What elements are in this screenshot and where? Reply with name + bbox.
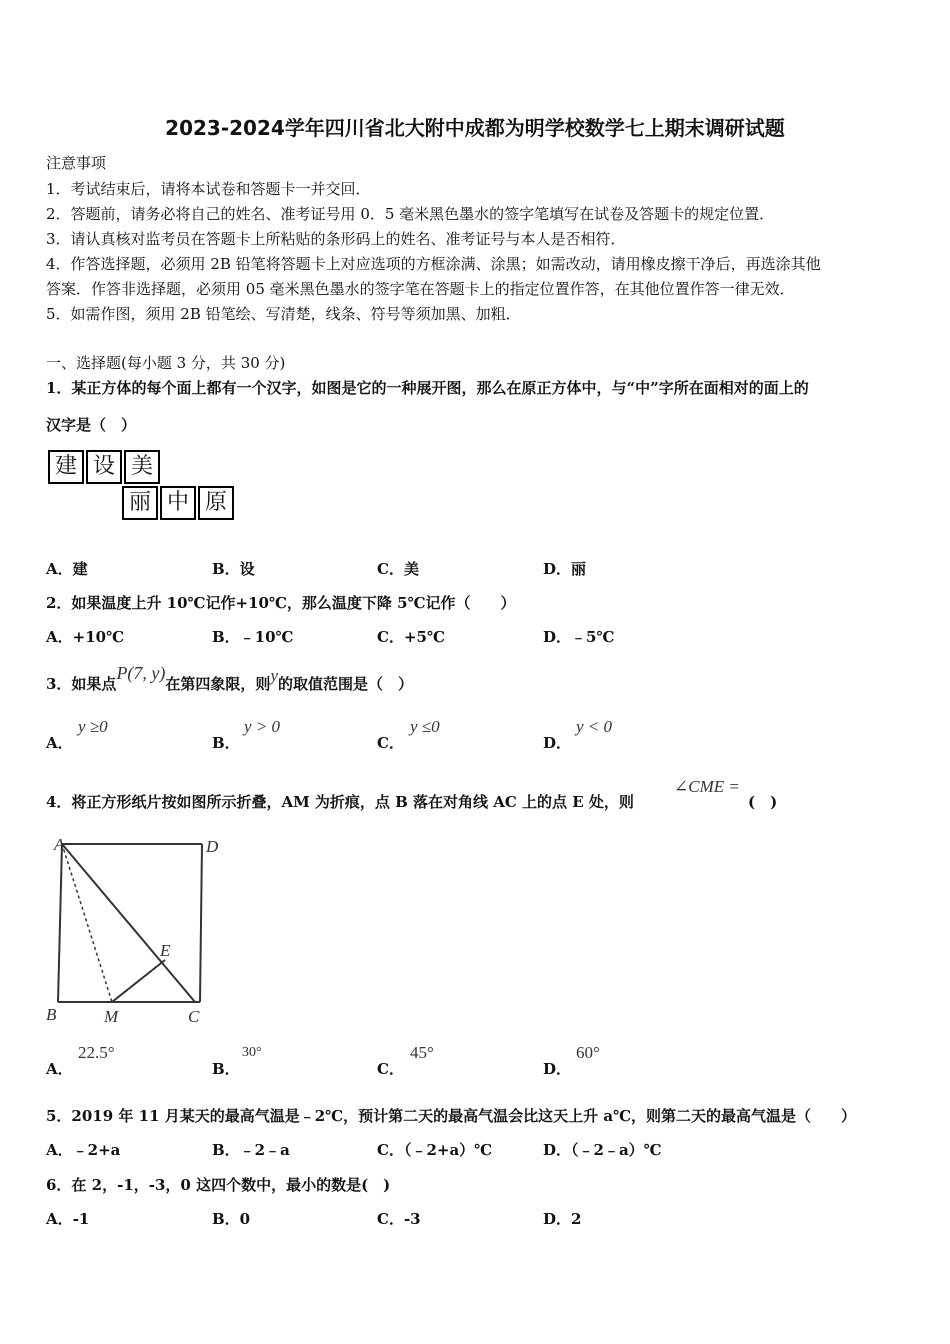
- question-6-text: 6．在 2，-1，-3，0 这四个数中，最小的数是( ): [46, 1176, 391, 1194]
- section-heading: 一、选择题(每小题 3 分，共 30 分): [46, 354, 286, 372]
- option-a[interactable]: A．+10℃: [46, 628, 125, 646]
- fold-line-am: [62, 844, 112, 1002]
- option-d[interactable]: D．﹣5℃: [543, 628, 615, 646]
- option-c[interactable]: C．美: [377, 560, 419, 578]
- notice-item: 3．请认真核对监考员在答题卡上所粘贴的条形码上的姓名、准考证号与本人是否相符．: [46, 230, 626, 248]
- option-d-letter[interactable]: D．: [543, 734, 572, 752]
- notice-item: 5．如需作图，须用 2B 铅笔绘、写清楚，线条、符号等须加黑、加粗．: [46, 305, 521, 323]
- notice-item: 4．作答选择题，必须用 2B 铅笔将答题卡上对应选项的方框涂满、涂黑；如需改动，请用橡皮擦干净后，再选涂其他: [46, 255, 821, 273]
- net-cell: 美: [124, 450, 160, 484]
- option-a-letter[interactable]: A．: [46, 1060, 73, 1078]
- option-b[interactable]: B．﹣10℃: [212, 628, 294, 646]
- option-a[interactable]: A．-1: [46, 1210, 90, 1228]
- question-4-text: 4．将正方形纸片按如图所示折叠，AM 为折痕，点 B 落在对角线 AC 上的点 E 处，则: [46, 793, 634, 811]
- net-cell: 设: [86, 450, 122, 484]
- edge-dc: [200, 844, 202, 1002]
- option-a-value: 22.5°: [78, 1043, 115, 1062]
- q3-var: y: [270, 666, 278, 685]
- option-d[interactable]: D．（﹣2﹣a）℃: [543, 1141, 662, 1159]
- q4-angle: ∠CME =: [674, 777, 740, 796]
- label-d: D: [206, 837, 219, 856]
- notice-item: 2．答题前，请务必将自己的姓名、准考证号用 0．5 毫米黑色墨水的签字笔填写在试卷及答题卡的规定位置．: [46, 205, 775, 223]
- option-d-letter[interactable]: D．: [543, 1060, 572, 1078]
- net-cell: 中: [160, 486, 196, 520]
- q3-middle: 在第四象限，则: [165, 675, 271, 693]
- edge-ab: [58, 844, 62, 1002]
- question-2-text: 2．如果温度上升 10℃记作+10℃，那么温度下降 5℃记作（ ）: [46, 594, 516, 612]
- option-c-value: 45°: [410, 1043, 434, 1062]
- option-c-value: y ≤0: [410, 717, 440, 736]
- option-a-letter[interactable]: A．: [46, 734, 73, 752]
- q3-point: P(7, y): [116, 663, 166, 683]
- label-m: M: [104, 1007, 119, 1026]
- label-a: A: [54, 835, 65, 854]
- option-c[interactable]: C．+5℃: [377, 628, 445, 646]
- option-a[interactable]: A．建: [46, 560, 88, 578]
- option-d-value: y < 0: [576, 717, 613, 736]
- option-c-letter[interactable]: C．: [377, 734, 404, 752]
- q4-paren: ( ): [748, 793, 778, 811]
- option-d[interactable]: D．2: [543, 1210, 582, 1228]
- net-cell: 丽: [122, 486, 158, 520]
- label-e: E: [160, 941, 171, 960]
- option-b[interactable]: B．﹣2﹣a: [212, 1141, 290, 1159]
- option-b-letter[interactable]: B．: [212, 734, 240, 752]
- question-3-text: [46, 663, 413, 694]
- notice-item: 答案．作答非选择题，必须用 05 毫米黑色墨水的签字笔在答题卡上的指定位置作答，在其他位置作答一律无效．: [46, 280, 795, 298]
- notice-item: 1．考试结束后，请将本试卷和答题卡一并交回．: [46, 180, 371, 198]
- option-b-letter[interactable]: B．: [212, 1060, 240, 1078]
- option-d[interactable]: D．丽: [543, 560, 587, 578]
- notice-heading: 注意事项: [46, 154, 107, 172]
- net-cell: 原: [198, 486, 234, 520]
- label-c: C: [188, 1007, 200, 1026]
- label-b: B: [46, 1005, 57, 1024]
- option-b-value: 30°: [242, 1045, 262, 1060]
- question-5-text: 5．2019 年 11 月某天的最高气温是﹣2℃，预计第二天的最高气温会比这天上升 a℃，则第二天的最高气温是（ ）: [46, 1107, 857, 1125]
- question-1-text: 1．某正方体的每个面上都有一个汉字，如图是它的一种展开图，那么在原正方体中，与“中”字所在面相对的面上的: [46, 379, 809, 397]
- option-c[interactable]: C．-3: [377, 1210, 421, 1228]
- option-c[interactable]: C．（﹣2+a）℃: [377, 1141, 493, 1159]
- question-1-text-cont: 汉字是（ ）: [46, 416, 137, 434]
- option-d-value: 60°: [576, 1043, 600, 1062]
- q3-prefix: 3．如果点: [46, 675, 117, 693]
- diagonal-ac: [62, 844, 195, 1002]
- folding-square-figure: [40, 830, 230, 1030]
- option-a[interactable]: A．﹣2+a: [46, 1141, 121, 1159]
- option-b[interactable]: B．设: [212, 560, 255, 578]
- option-a-value: y ≥0: [78, 717, 108, 736]
- option-c-letter[interactable]: C．: [377, 1060, 404, 1078]
- page-title: 2023-2024学年四川省北大附中成都为明学校数学七上期末调研试题: [165, 116, 785, 140]
- option-b-value: y > 0: [244, 717, 281, 736]
- segment-me: [112, 960, 165, 1002]
- net-cell: 建: [48, 450, 84, 484]
- q3-suffix: 的取值范围是（ ）: [277, 675, 413, 693]
- option-b[interactable]: B．0: [212, 1210, 251, 1228]
